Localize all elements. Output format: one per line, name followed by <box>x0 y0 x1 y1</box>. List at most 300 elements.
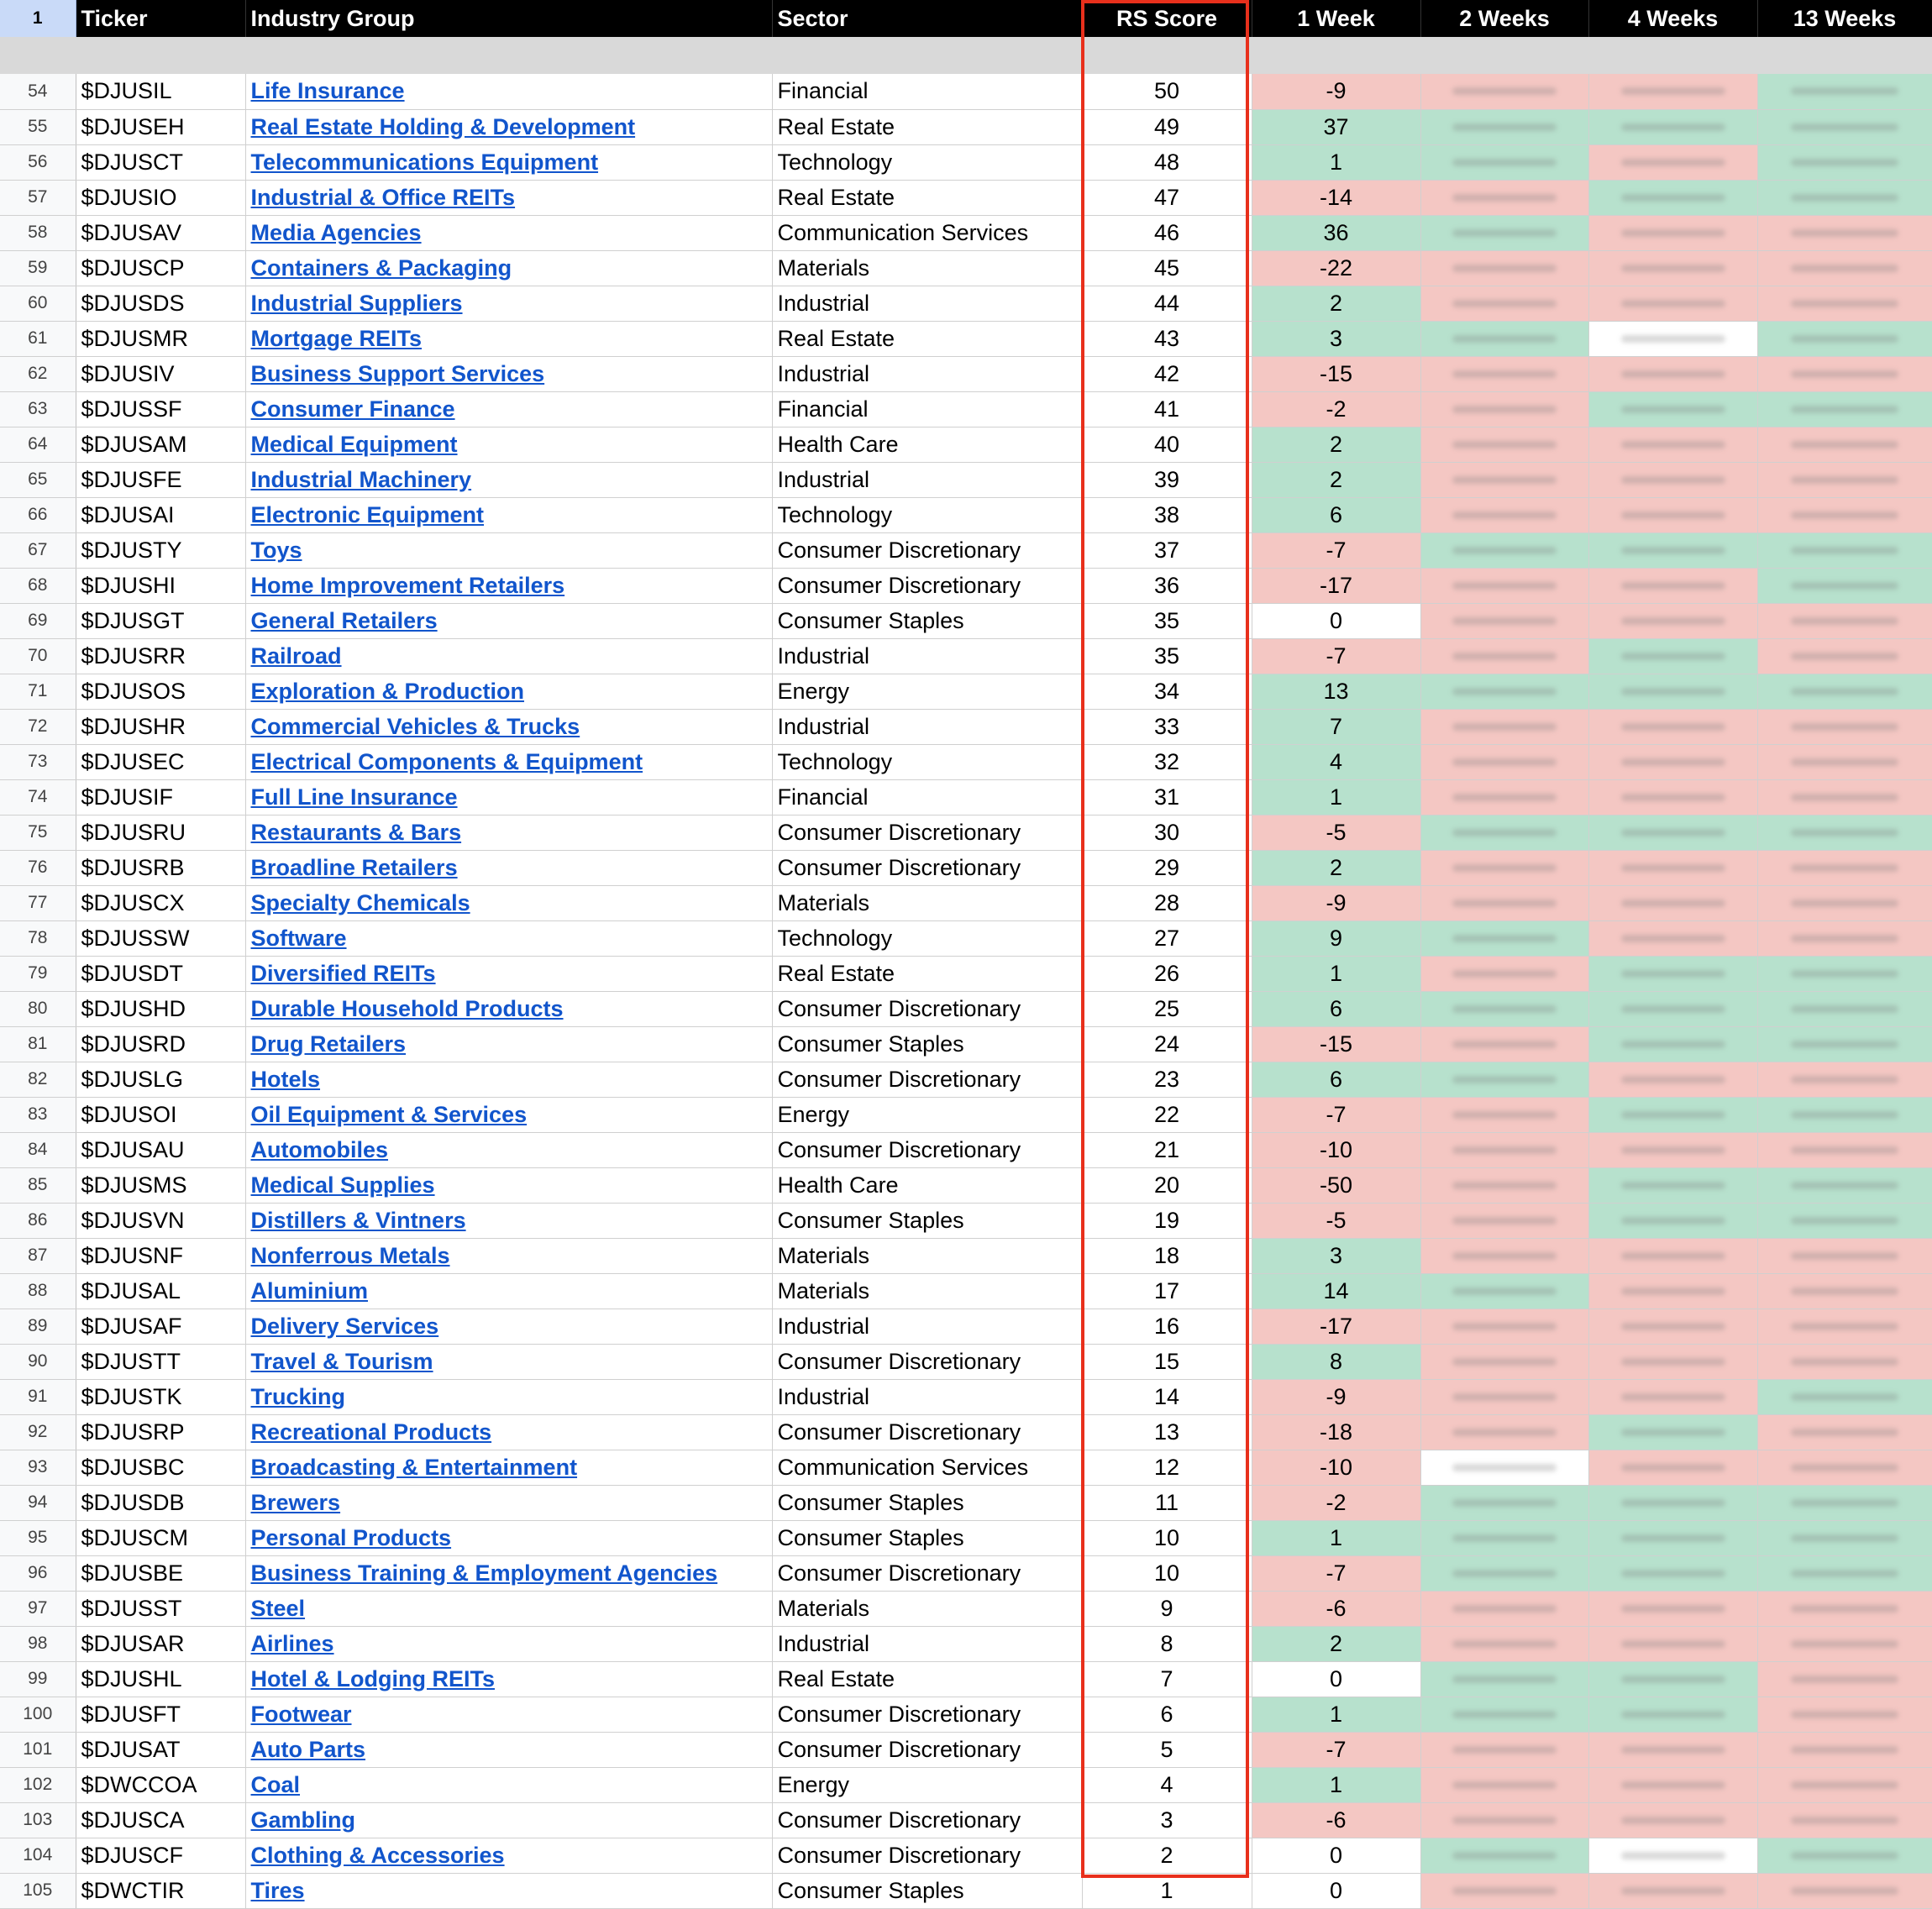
sector-cell[interactable]: Real Estate <box>772 956 1082 991</box>
ticker-cell[interactable]: $DJUSRD <box>76 1026 245 1062</box>
row-number[interactable]: 76 <box>0 850 76 885</box>
ticker-cell[interactable]: $DJUSCX <box>76 885 245 920</box>
ticker-column-header[interactable]: Ticker <box>76 0 245 37</box>
week13-change-cell-obscured[interactable] <box>1757 321 1932 356</box>
week1-change-cell[interactable]: 1 <box>1252 144 1420 180</box>
week4-change-cell-obscured[interactable] <box>1588 321 1757 356</box>
rs-score-cell[interactable]: 13 <box>1082 1414 1252 1450</box>
week1-change-cell[interactable]: -22 <box>1252 250 1420 286</box>
week13-change-cell-obscured[interactable] <box>1757 1802 1932 1838</box>
rs-score-cell[interactable]: 45 <box>1082 250 1252 286</box>
week1-change-cell[interactable]: -7 <box>1252 532 1420 568</box>
rs-score-cell[interactable]: 37 <box>1082 532 1252 568</box>
week2-change-cell-obscured[interactable] <box>1420 1697 1588 1732</box>
rs-score-column-header[interactable]: RS Score <box>1082 0 1252 37</box>
rs-score-cell[interactable]: 4 <box>1082 1767 1252 1802</box>
week1-change-cell[interactable]: -7 <box>1252 1732 1420 1767</box>
rs-score-cell[interactable]: 33 <box>1082 709 1252 744</box>
week1-change-cell[interactable]: -10 <box>1252 1132 1420 1167</box>
week1-change-cell[interactable]: -2 <box>1252 391 1420 427</box>
week2-change-cell-obscured[interactable] <box>1420 427 1588 462</box>
week4-change-cell-obscured[interactable] <box>1588 1097 1757 1132</box>
row-number[interactable]: 93 <box>0 1450 76 1485</box>
ticker-cell[interactable]: $DJUSTY <box>76 532 245 568</box>
week2-change-cell-obscured[interactable] <box>1420 991 1588 1026</box>
industry-group-column-header[interactable]: Industry Group <box>245 0 772 37</box>
ticker-cell[interactable]: $DJUSFT <box>76 1697 245 1732</box>
week4-change-cell-obscured[interactable] <box>1588 1697 1757 1732</box>
week1-change-cell[interactable]: -17 <box>1252 568 1420 603</box>
week13-change-cell-obscured[interactable] <box>1757 885 1932 920</box>
week13-change-cell-obscured[interactable] <box>1757 1450 1932 1485</box>
sector-cell[interactable]: Technology <box>772 144 1082 180</box>
week13-change-cell-obscured[interactable] <box>1757 1273 1932 1309</box>
ticker-cell[interactable]: $DJUSOI <box>76 1097 245 1132</box>
ticker-cell[interactable]: $DJUSLG <box>76 1062 245 1097</box>
week1-change-cell[interactable]: -10 <box>1252 1450 1420 1485</box>
ticker-cell[interactable]: $DWCCOA <box>76 1767 245 1802</box>
ticker-cell[interactable]: $DJUSAI <box>76 497 245 532</box>
row-number[interactable]: 60 <box>0 286 76 321</box>
industry-group-cell[interactable] <box>245 674 772 709</box>
ticker-cell[interactable]: $DJUSST <box>76 1591 245 1626</box>
week13-change-cell-obscured[interactable] <box>1757 920 1932 956</box>
week2-change-cell-obscured[interactable] <box>1420 779 1588 815</box>
sector-cell[interactable]: Financial <box>772 74 1082 109</box>
week13-change-cell-obscured[interactable] <box>1757 497 1932 532</box>
industry-group-link[interactable]: Mortgage REITs <box>250 325 423 351</box>
week1-change-cell[interactable]: -7 <box>1252 1555 1420 1591</box>
row-number[interactable]: 77 <box>0 885 76 920</box>
industry-group-link[interactable]: Electronic Equipment <box>250 501 485 527</box>
week13-change-cell-obscured[interactable] <box>1757 1555 1932 1591</box>
week2-change-cell-obscured[interactable] <box>1420 1414 1588 1450</box>
sector-cell[interactable]: Consumer Staples <box>772 1485 1082 1520</box>
week4-change-cell-obscured[interactable] <box>1588 1379 1757 1414</box>
week1-change-cell[interactable]: -18 <box>1252 1414 1420 1450</box>
ticker-cell[interactable]: $DJUSAU <box>76 1132 245 1167</box>
industry-group-link[interactable]: Broadcasting & Entertainment <box>250 1454 578 1480</box>
week4-change-cell-obscured[interactable] <box>1588 1873 1757 1908</box>
ticker-cell[interactable]: $DJUSGT <box>76 603 245 638</box>
rs-score-cell[interactable]: 44 <box>1082 286 1252 321</box>
week4-change-cell-obscured[interactable] <box>1588 779 1757 815</box>
industry-group-link[interactable]: Tires <box>250 1877 305 1903</box>
week2-change-cell-obscured[interactable] <box>1420 674 1588 709</box>
industry-group-cell[interactable] <box>245 1626 772 1661</box>
sector-cell[interactable]: Industrial <box>772 1309 1082 1344</box>
industry-group-link[interactable]: Delivery Services <box>250 1313 439 1339</box>
week4-change-cell-obscured[interactable] <box>1588 1732 1757 1767</box>
sector-cell[interactable]: Consumer Discretionary <box>772 1802 1082 1838</box>
ticker-cell[interactable]: $DJUSOS <box>76 674 245 709</box>
industry-group-cell[interactable] <box>245 885 772 920</box>
week4-change-cell-obscured[interactable] <box>1588 250 1757 286</box>
ticker-cell[interactable]: $DJUSHL <box>76 1661 245 1697</box>
sector-cell[interactable]: Consumer Discretionary <box>772 568 1082 603</box>
ticker-cell[interactable]: $DJUSCM <box>76 1520 245 1555</box>
sector-cell[interactable]: Real Estate <box>772 109 1082 144</box>
week1-change-cell[interactable]: -6 <box>1252 1802 1420 1838</box>
row-number[interactable]: 91 <box>0 1379 76 1414</box>
sector-cell[interactable]: Consumer Staples <box>772 1203 1082 1238</box>
week13-change-cell-obscured[interactable] <box>1757 638 1932 674</box>
week2-change-cell-obscured[interactable] <box>1420 215 1588 250</box>
row-number[interactable]: 92 <box>0 1414 76 1450</box>
week1-change-cell[interactable]: 36 <box>1252 215 1420 250</box>
row-number[interactable]: 68 <box>0 568 76 603</box>
rs-score-cell[interactable]: 28 <box>1082 885 1252 920</box>
week4-change-cell-obscured[interactable] <box>1588 1203 1757 1238</box>
week4-change-cell-obscured[interactable] <box>1588 885 1757 920</box>
industry-group-cell[interactable] <box>245 215 772 250</box>
week2-change-cell-obscured[interactable] <box>1420 74 1588 109</box>
rs-score-cell[interactable]: 43 <box>1082 321 1252 356</box>
week1-change-cell[interactable]: 6 <box>1252 497 1420 532</box>
row-number[interactable]: 72 <box>0 709 76 744</box>
industry-group-cell[interactable] <box>245 250 772 286</box>
rs-score-cell[interactable]: 46 <box>1082 215 1252 250</box>
industry-group-cell[interactable] <box>245 356 772 391</box>
week2-change-cell-obscured[interactable] <box>1420 1203 1588 1238</box>
ticker-cell[interactable]: $DJUSCP <box>76 250 245 286</box>
sector-cell[interactable]: Technology <box>772 497 1082 532</box>
week2-change-cell-obscured[interactable] <box>1420 850 1588 885</box>
industry-group-cell[interactable] <box>245 1167 772 1203</box>
row-number[interactable]: 58 <box>0 215 76 250</box>
week1-change-cell[interactable]: -15 <box>1252 356 1420 391</box>
sector-cell[interactable]: Consumer Staples <box>772 1520 1082 1555</box>
industry-group-cell[interactable] <box>245 1591 772 1626</box>
row-number[interactable]: 62 <box>0 356 76 391</box>
industry-group-cell[interactable] <box>245 497 772 532</box>
week4-column-header[interactable]: 4 Weeks <box>1588 0 1757 37</box>
week13-change-cell-obscured[interactable] <box>1757 391 1932 427</box>
industry-group-link[interactable]: Gambling <box>250 1807 356 1833</box>
row-number[interactable]: 71 <box>0 674 76 709</box>
industry-group-cell[interactable] <box>245 391 772 427</box>
week2-change-cell-obscured[interactable] <box>1420 1026 1588 1062</box>
rs-score-cell[interactable]: 10 <box>1082 1520 1252 1555</box>
week4-change-cell-obscured[interactable] <box>1588 568 1757 603</box>
sector-cell[interactable]: Materials <box>772 250 1082 286</box>
week4-change-cell-obscured[interactable] <box>1588 1838 1757 1873</box>
ticker-cell[interactable]: $DJUSHD <box>76 991 245 1026</box>
rs-score-cell[interactable]: 19 <box>1082 1203 1252 1238</box>
week2-change-cell-obscured[interactable] <box>1420 1732 1588 1767</box>
sector-cell[interactable]: Real Estate <box>772 180 1082 215</box>
week1-change-cell[interactable]: 37 <box>1252 109 1420 144</box>
industry-group-link[interactable]: Life Insurance <box>250 78 405 104</box>
ticker-cell[interactable]: $DJUSAF <box>76 1309 245 1344</box>
week4-change-cell-obscured[interactable] <box>1588 1661 1757 1697</box>
industry-group-link[interactable]: Toys <box>250 537 302 563</box>
rs-score-cell[interactable]: 41 <box>1082 391 1252 427</box>
rs-score-cell[interactable]: 42 <box>1082 356 1252 391</box>
sector-cell[interactable]: Consumer Discretionary <box>772 991 1082 1026</box>
sector-cell[interactable]: Financial <box>772 391 1082 427</box>
week13-change-cell-obscured[interactable] <box>1757 1379 1932 1414</box>
sector-cell[interactable]: Industrial <box>772 709 1082 744</box>
week13-change-cell-obscured[interactable] <box>1757 1309 1932 1344</box>
week13-column-header[interactable]: 13 Weeks <box>1757 0 1932 37</box>
rs-score-cell[interactable]: 5 <box>1082 1732 1252 1767</box>
row-number[interactable]: 74 <box>0 779 76 815</box>
industry-group-cell[interactable] <box>245 1555 772 1591</box>
industry-group-cell[interactable] <box>245 638 772 674</box>
week4-change-cell-obscured[interactable] <box>1588 1555 1757 1591</box>
ticker-cell[interactable]: $DJUSAL <box>76 1273 245 1309</box>
week13-change-cell-obscured[interactable] <box>1757 215 1932 250</box>
industry-group-link[interactable]: Nonferrous Metals <box>250 1242 450 1268</box>
row-number[interactable]: 55 <box>0 109 76 144</box>
week2-change-cell-obscured[interactable] <box>1420 709 1588 744</box>
week4-change-cell-obscured[interactable] <box>1588 1520 1757 1555</box>
industry-group-link[interactable]: Recreational Products <box>250 1419 492 1445</box>
week1-change-cell[interactable]: 9 <box>1252 920 1420 956</box>
industry-group-link[interactable]: Business Training & Employment Agencies <box>250 1560 718 1586</box>
week2-change-cell-obscured[interactable] <box>1420 885 1588 920</box>
week4-change-cell-obscured[interactable] <box>1588 674 1757 709</box>
sector-cell[interactable]: Consumer Discretionary <box>772 1732 1082 1767</box>
week2-change-cell-obscured[interactable] <box>1420 144 1588 180</box>
industry-group-cell[interactable] <box>245 1097 772 1132</box>
week13-change-cell-obscured[interactable] <box>1757 1132 1932 1167</box>
industry-group-cell[interactable] <box>245 109 772 144</box>
week4-change-cell-obscured[interactable] <box>1588 144 1757 180</box>
rs-score-cell[interactable]: 36 <box>1082 568 1252 603</box>
week4-change-cell-obscured[interactable] <box>1588 1485 1757 1520</box>
industry-group-cell[interactable] <box>245 1344 772 1379</box>
week4-change-cell-obscured[interactable] <box>1588 1238 1757 1273</box>
row-number[interactable]: 105 <box>0 1873 76 1908</box>
week1-change-cell[interactable]: -5 <box>1252 815 1420 850</box>
ticker-cell[interactable]: $DJUSIL <box>76 74 245 109</box>
week1-change-cell[interactable]: 6 <box>1252 991 1420 1026</box>
week2-change-cell-obscured[interactable] <box>1420 462 1588 497</box>
industry-group-link[interactable]: Oil Equipment & Services <box>250 1101 528 1127</box>
industry-group-cell[interactable] <box>245 1838 772 1873</box>
week4-change-cell-obscured[interactable] <box>1588 603 1757 638</box>
week2-change-cell-obscured[interactable] <box>1420 1767 1588 1802</box>
sector-cell[interactable]: Consumer Discretionary <box>772 532 1082 568</box>
week4-change-cell-obscured[interactable] <box>1588 1344 1757 1379</box>
industry-group-link[interactable]: Industrial & Office REITs <box>250 184 516 210</box>
week1-change-cell[interactable]: 3 <box>1252 321 1420 356</box>
week13-change-cell-obscured[interactable] <box>1757 815 1932 850</box>
ticker-cell[interactable]: $DJUSAT <box>76 1732 245 1767</box>
ticker-cell[interactable]: $DJUSRP <box>76 1414 245 1450</box>
industry-group-cell[interactable] <box>245 1203 772 1238</box>
week13-change-cell-obscured[interactable] <box>1757 674 1932 709</box>
week1-change-cell[interactable]: 14 <box>1252 1273 1420 1309</box>
week4-change-cell-obscured[interactable] <box>1588 709 1757 744</box>
industry-group-cell[interactable] <box>245 744 772 779</box>
week1-change-cell[interactable]: -9 <box>1252 74 1420 109</box>
row-number[interactable]: 96 <box>0 1555 76 1591</box>
week4-change-cell-obscured[interactable] <box>1588 1414 1757 1450</box>
week13-change-cell-obscured[interactable] <box>1757 462 1932 497</box>
ticker-cell[interactable]: $DJUSEC <box>76 744 245 779</box>
ticker-cell[interactable]: $DJUSSW <box>76 920 245 956</box>
rs-score-cell[interactable]: 6 <box>1082 1697 1252 1732</box>
week2-change-cell-obscured[interactable] <box>1420 1591 1588 1626</box>
sector-cell[interactable]: Materials <box>772 1273 1082 1309</box>
week1-change-cell[interactable]: 2 <box>1252 1626 1420 1661</box>
industry-group-cell[interactable] <box>245 462 772 497</box>
rs-score-cell[interactable]: 34 <box>1082 674 1252 709</box>
week2-change-cell-obscured[interactable] <box>1420 920 1588 956</box>
row-number[interactable]: 69 <box>0 603 76 638</box>
week2-change-cell-obscured[interactable] <box>1420 1238 1588 1273</box>
week13-change-cell-obscured[interactable] <box>1757 779 1932 815</box>
industry-group-link[interactable]: Footwear <box>250 1701 352 1727</box>
week1-change-cell[interactable]: 4 <box>1252 744 1420 779</box>
ticker-cell[interactable]: $DJUSIO <box>76 180 245 215</box>
row-number[interactable]: 70 <box>0 638 76 674</box>
row-number[interactable]: 80 <box>0 991 76 1026</box>
ticker-cell[interactable]: $DJUSRU <box>76 815 245 850</box>
rs-score-cell[interactable]: 8 <box>1082 1626 1252 1661</box>
rs-score-cell[interactable]: 25 <box>1082 991 1252 1026</box>
sector-cell[interactable]: Consumer Discretionary <box>772 1414 1082 1450</box>
rs-score-cell[interactable]: 50 <box>1082 74 1252 109</box>
week1-change-cell[interactable]: 1 <box>1252 956 1420 991</box>
week1-change-cell[interactable]: 0 <box>1252 1661 1420 1697</box>
sector-cell[interactable]: Technology <box>772 920 1082 956</box>
ticker-cell[interactable]: $DJUSTT <box>76 1344 245 1379</box>
week1-change-cell[interactable]: -5 <box>1252 1203 1420 1238</box>
industry-group-cell[interactable] <box>245 180 772 215</box>
week4-change-cell-obscured[interactable] <box>1588 1167 1757 1203</box>
industry-group-link[interactable]: Diversified REITs <box>250 960 436 986</box>
sector-cell[interactable]: Consumer Discretionary <box>772 1838 1082 1873</box>
rs-score-cell[interactable]: 47 <box>1082 180 1252 215</box>
row-number[interactable]: 64 <box>0 427 76 462</box>
week13-change-cell-obscured[interactable] <box>1757 1167 1932 1203</box>
industry-group-cell[interactable] <box>245 920 772 956</box>
week4-change-cell-obscured[interactable] <box>1588 532 1757 568</box>
industry-group-cell[interactable] <box>245 286 772 321</box>
rs-score-cell[interactable]: 1 <box>1082 1873 1252 1908</box>
week4-change-cell-obscured[interactable] <box>1588 462 1757 497</box>
industry-group-link[interactable]: Hotel & Lodging REITs <box>250 1665 495 1691</box>
rs-score-cell[interactable]: 2 <box>1082 1838 1252 1873</box>
ticker-cell[interactable]: $DJUSCA <box>76 1802 245 1838</box>
industry-group-cell[interactable] <box>245 1873 772 1908</box>
week1-change-cell[interactable]: 0 <box>1252 1873 1420 1908</box>
row-number[interactable]: 59 <box>0 250 76 286</box>
row-number[interactable]: 73 <box>0 744 76 779</box>
industry-group-link[interactable]: Exploration & Production <box>250 678 525 704</box>
week13-change-cell-obscured[interactable] <box>1757 286 1932 321</box>
week2-change-cell-obscured[interactable] <box>1420 1309 1588 1344</box>
sector-cell[interactable]: Industrial <box>772 1626 1082 1661</box>
industry-group-cell[interactable] <box>245 1309 772 1344</box>
sector-cell[interactable]: Consumer Discretionary <box>772 1132 1082 1167</box>
row-number[interactable]: 88 <box>0 1273 76 1309</box>
week13-change-cell-obscured[interactable] <box>1757 850 1932 885</box>
rs-score-cell[interactable]: 30 <box>1082 815 1252 850</box>
week2-change-cell-obscured[interactable] <box>1420 391 1588 427</box>
ticker-cell[interactable]: $DJUSHI <box>76 568 245 603</box>
ticker-cell[interactable]: $DJUSAM <box>76 427 245 462</box>
week2-change-cell-obscured[interactable] <box>1420 1097 1588 1132</box>
week1-change-cell[interactable]: 1 <box>1252 1697 1420 1732</box>
industry-group-link[interactable]: Personal Products <box>250 1524 452 1550</box>
row-number[interactable]: 83 <box>0 1097 76 1132</box>
sector-cell[interactable]: Consumer Discretionary <box>772 1555 1082 1591</box>
industry-group-link[interactable]: Software <box>250 925 347 951</box>
sector-column-header[interactable]: Sector <box>772 0 1082 37</box>
week2-change-cell-obscured[interactable] <box>1420 638 1588 674</box>
sector-cell[interactable]: Materials <box>772 1238 1082 1273</box>
week1-change-cell[interactable]: -15 <box>1252 1026 1420 1062</box>
industry-group-cell[interactable] <box>245 1062 772 1097</box>
week4-change-cell-obscured[interactable] <box>1588 180 1757 215</box>
week13-change-cell-obscured[interactable] <box>1757 709 1932 744</box>
rs-score-cell[interactable]: 11 <box>1082 1485 1252 1520</box>
sector-cell[interactable]: Consumer Discretionary <box>772 1697 1082 1732</box>
week4-change-cell-obscured[interactable] <box>1588 1026 1757 1062</box>
industry-group-link[interactable]: Durable Household Products <box>250 995 564 1021</box>
week4-change-cell-obscured[interactable] <box>1588 109 1757 144</box>
week1-column-header[interactable]: 1 Week <box>1252 0 1420 37</box>
week4-change-cell-obscured[interactable] <box>1588 1062 1757 1097</box>
industry-group-link[interactable]: Brewers <box>250 1489 341 1515</box>
week4-change-cell-obscured[interactable] <box>1588 1132 1757 1167</box>
week2-change-cell-obscured[interactable] <box>1420 956 1588 991</box>
week1-change-cell[interactable]: -6 <box>1252 1591 1420 1626</box>
industry-group-cell[interactable] <box>245 568 772 603</box>
sector-cell[interactable]: Consumer Discretionary <box>772 1062 1082 1097</box>
industry-group-link[interactable]: Medical Supplies <box>250 1172 435 1198</box>
week4-change-cell-obscured[interactable] <box>1588 638 1757 674</box>
week13-change-cell-obscured[interactable] <box>1757 1203 1932 1238</box>
industry-group-link[interactable]: Auto Parts <box>250 1736 366 1762</box>
week13-change-cell-obscured[interactable] <box>1757 1591 1932 1626</box>
ticker-cell[interactable]: $DJUSDS <box>76 286 245 321</box>
week13-change-cell-obscured[interactable] <box>1757 1485 1932 1520</box>
week2-change-cell-obscured[interactable] <box>1420 1520 1588 1555</box>
row-number[interactable]: 79 <box>0 956 76 991</box>
sector-cell[interactable]: Materials <box>772 1591 1082 1626</box>
week13-change-cell-obscured[interactable] <box>1757 1661 1932 1697</box>
industry-group-cell[interactable] <box>245 815 772 850</box>
row-number[interactable]: 90 <box>0 1344 76 1379</box>
sector-cell[interactable]: Energy <box>772 1767 1082 1802</box>
row-number-header[interactable]: 1 <box>0 0 76 37</box>
week13-change-cell-obscured[interactable] <box>1757 1697 1932 1732</box>
week2-change-cell-obscured[interactable] <box>1420 1873 1588 1908</box>
week1-change-cell[interactable]: 2 <box>1252 427 1420 462</box>
rs-score-cell[interactable]: 17 <box>1082 1273 1252 1309</box>
industry-group-cell[interactable] <box>245 850 772 885</box>
week1-change-cell[interactable]: -7 <box>1252 638 1420 674</box>
industry-group-cell[interactable] <box>245 1379 772 1414</box>
week2-change-cell-obscured[interactable] <box>1420 1485 1588 1520</box>
ticker-cell[interactable]: $DJUSCT <box>76 144 245 180</box>
rs-score-cell[interactable]: 15 <box>1082 1344 1252 1379</box>
week2-change-cell-obscured[interactable] <box>1420 568 1588 603</box>
sector-cell[interactable]: Industrial <box>772 462 1082 497</box>
ticker-cell[interactable]: $DJUSRB <box>76 850 245 885</box>
industry-group-link[interactable]: Specialty Chemicals <box>250 889 470 915</box>
ticker-cell[interactable]: $DJUSIV <box>76 356 245 391</box>
week4-change-cell-obscured[interactable] <box>1588 850 1757 885</box>
industry-group-link[interactable]: Travel & Tourism <box>250 1348 433 1374</box>
industry-group-link[interactable]: Industrial Suppliers <box>250 290 463 316</box>
